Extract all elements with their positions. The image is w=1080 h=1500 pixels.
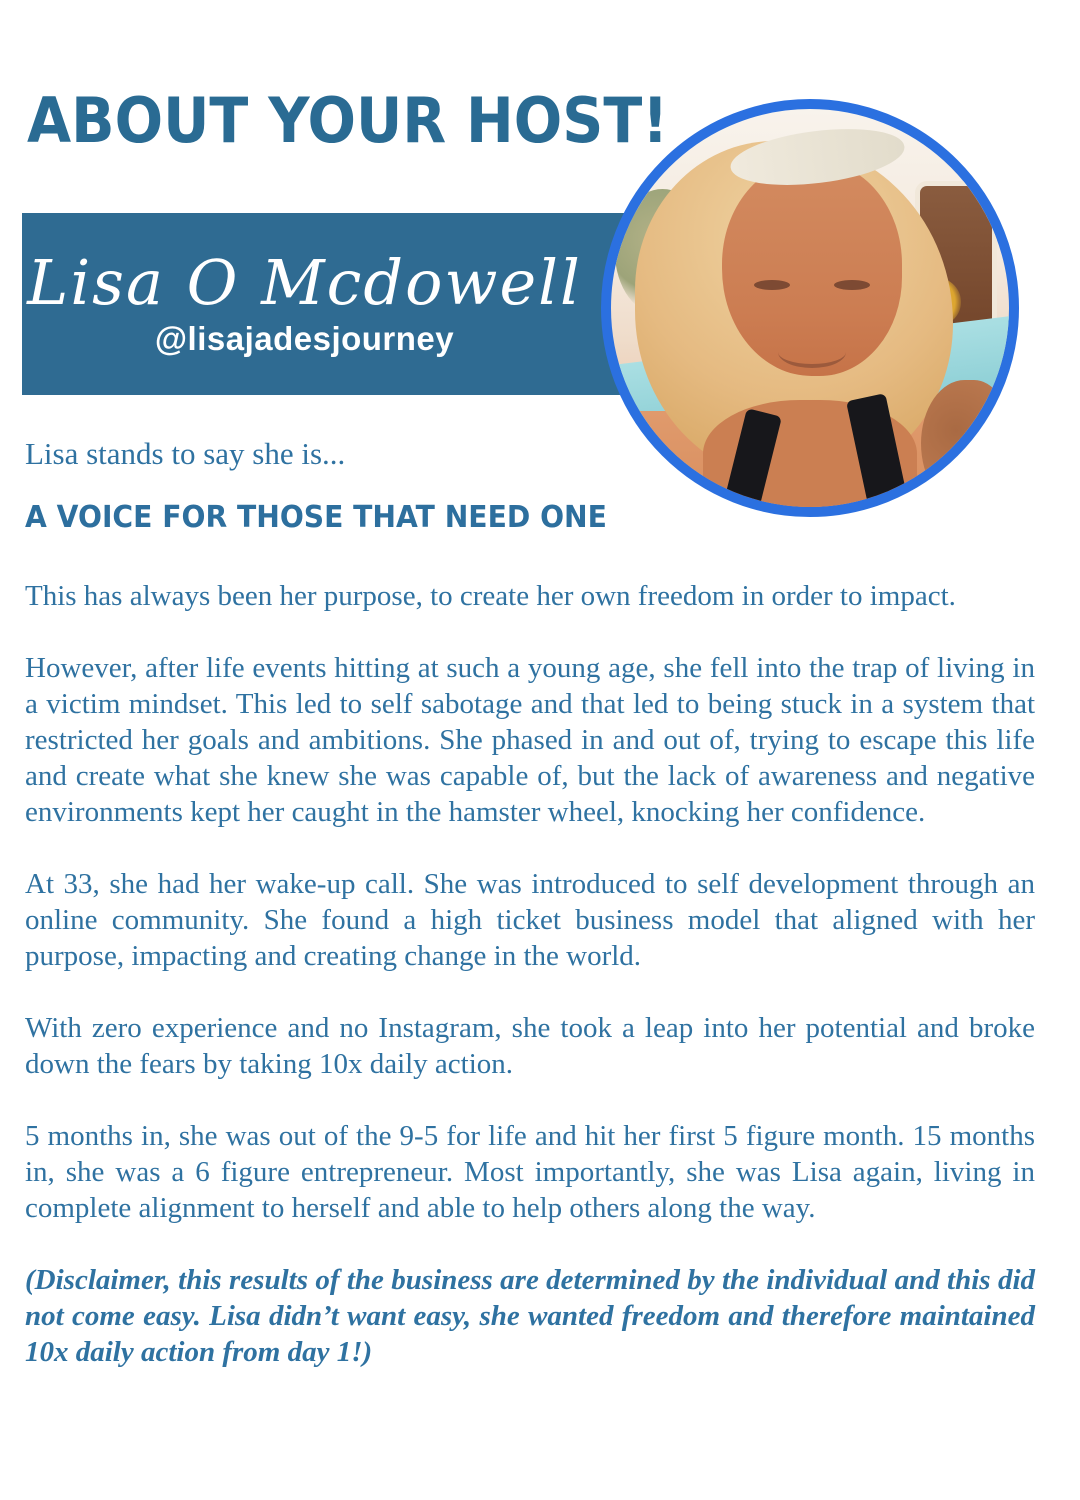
- photo-eye-right: [834, 280, 870, 290]
- body-copy: [25, 578, 1035, 1370]
- body-paragraph: 5 months in, she was out of the 9-5 for life and hit her first 5 figure month. 15 months in, she was a 6 figure entrepreneur. Most importantly, she was Lisa again, living in complete alignment to herself and able to help others along the way.: [25, 1120, 1035, 1224]
- body-paragraph: With zero experience and no Instagram, she took a leap into her potential and broke down the fears by taking 10x daily action.: [25, 1012, 1035, 1080]
- photo-tattooed-arm: [921, 380, 1009, 507]
- disclaimer-paragraph: (Disclaimer, this results of the business are determined by the individual and this did not come easy. Lisa didn’t want easy, she wanted freedom and therefore maintained 10x daily action from day 1!): [25, 1264, 1035, 1368]
- body-paragraph: At 33, she had her wake-up call. She was introduced to self development through an online community. She found a high ticket business model that aligned with her purpose, impacting and creating change in the world.: [25, 868, 1035, 972]
- section-heading: A VOICE FOR THOSE THAT NEED ONE: [25, 500, 607, 535]
- host-name-banner: [22, 213, 647, 395]
- banner-content: [22, 213, 587, 395]
- instagram-handle: @lisajadesjourney: [154, 319, 455, 357]
- body-paragraph: However, after life events hitting at such a young age, she fell into the trap of living in a victim mindset. This led to self sabotage and that led to being stuck in a system that restricted her goals and ambitions. She phased in and out of, trying to escape this life and create what she knew she was capable of, but the lack of awareness and negative environments kept her caught in the hamster wheel, knocking her confidence.: [25, 652, 1035, 828]
- host-portrait-photo: [601, 99, 1019, 517]
- intro-line: Lisa stands to say she is...: [25, 436, 346, 471]
- page-title: ABOUT YOUR HOST!: [27, 84, 669, 157]
- host-signature-name: Lisa O Mcdowell: [27, 246, 582, 320]
- photo-smile: [778, 336, 846, 368]
- body-paragraph: This has always been her purpose, to create her own freedom in order to impact.: [25, 580, 956, 612]
